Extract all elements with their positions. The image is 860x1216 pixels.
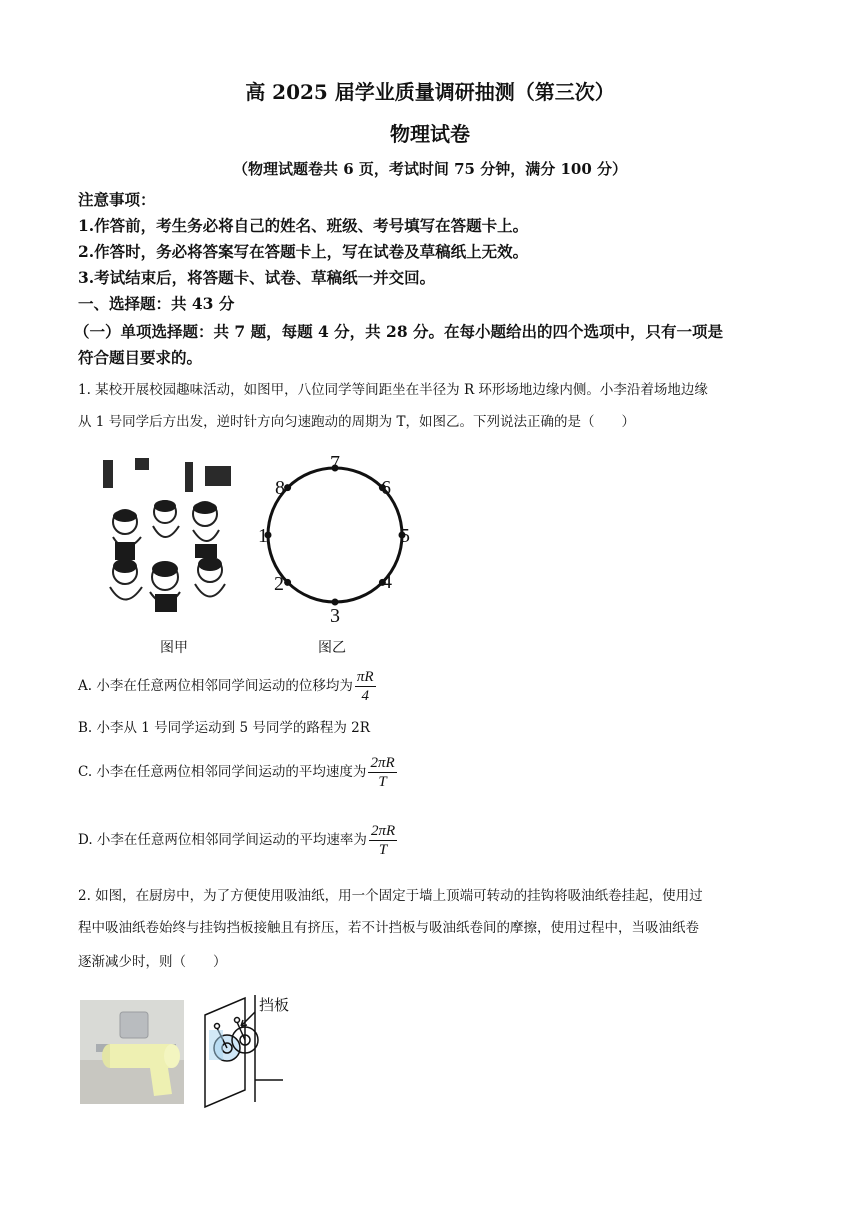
notice-item-1: 1.作答前，考生务必将自己的姓名、班级、考号填写在答题卡上。 bbox=[78, 216, 529, 235]
q1-stem-line2: 从 1 号同学后方出发，逆时针方向匀速跑动的周期为 T，如图乙。下列说法正确的是（ ） bbox=[78, 414, 635, 430]
q1-stem-line1: 1. 某校开展校园趣味活动，如图甲，八位同学等间距坐在半径为 R 环形场地边缘内侧。小李沿着场地边缘 bbox=[78, 382, 708, 398]
section-title: 一、选择题：共 43 分 bbox=[78, 294, 235, 313]
point-label-5: 5 bbox=[400, 525, 410, 547]
q1-figure-a-label: 图甲 bbox=[160, 640, 188, 656]
q1-option-d[interactable] bbox=[78, 822, 397, 859]
q1-option-b-text: B. 小李从 1 号同学运动到 5 号同学的路程为 2R bbox=[78, 720, 370, 736]
notice-item-3: 3.考试结束后，将答题卡、试卷、草稿纸一并交回。 bbox=[78, 268, 436, 287]
exam-subject: 物理试卷 bbox=[390, 122, 470, 146]
q2-photo-paper-roll bbox=[80, 1000, 184, 1104]
q2-stem-line1: 2. 如图，在厨房中，为了方便使用吸油纸，用一个固定于墙上顶端可转动的挂钩将吸油纸卷挂起，使用过 bbox=[78, 888, 703, 904]
q2-stem-line2: 程中吸油纸卷始终与挂钩挡板接触且有挤压，若不计挡板与吸油纸卷间的摩擦，使用过程中，当吸油纸卷 bbox=[78, 920, 699, 936]
point-label-7: 7 bbox=[330, 452, 340, 474]
exam-info: （物理试题卷共 6 页，考试时间 75 分钟，满分 100 分） bbox=[233, 160, 627, 178]
q1-option-a-text: A. 小李在任意两位相邻同学间运动的位移均为 bbox=[78, 678, 353, 694]
point-label-6: 6 bbox=[381, 477, 391, 499]
q1-option-d-fraction: $\frac{2\pi R}{T}$ bbox=[370, 823, 396, 858]
q1-option-c-fraction: $\frac{2\pi R}{T}$ bbox=[370, 755, 395, 790]
q1-option-c[interactable] bbox=[78, 754, 397, 791]
q2-stem-line3: 逐渐减少时，则（ ） bbox=[78, 954, 227, 970]
q1-figure-a-illustration bbox=[95, 452, 245, 617]
q1-option-c-text: C. 小李在任意两位相邻同学间运动的平均速度为 bbox=[78, 764, 367, 780]
q1-figure-b-circle bbox=[255, 452, 425, 622]
point-label-1: 1 bbox=[258, 525, 268, 547]
q2-schematic-diagram bbox=[195, 990, 310, 1110]
q1-option-b[interactable] bbox=[78, 716, 370, 736]
section-instructions-line2: 符合题目要求的。 bbox=[78, 348, 203, 367]
q1-option-d-text: D. 小李在任意两位相邻同学间运动的平均速率为 bbox=[78, 832, 367, 848]
notice-heading: 注意事项： bbox=[78, 190, 156, 209]
exam-title: 高 2025 届学业质量调研抽测（第三次） bbox=[245, 80, 615, 104]
notice-item-2: 2.作答时，务必将答案写在答题卡上，写在试卷及草稿纸上无效。 bbox=[78, 242, 529, 261]
section-instructions-line1: （一）单项选择题：共 7 题，每题 4 分，共 28 分。在每小题给出的四个选项中，只有一项是 bbox=[74, 322, 724, 341]
q1-figure-b-label: 图乙 bbox=[318, 640, 346, 656]
q2-baffle-label: 挡板 bbox=[259, 998, 290, 1014]
point-label-3: 3 bbox=[330, 605, 340, 622]
point-label-2: 2 bbox=[274, 573, 284, 595]
q1-option-a[interactable] bbox=[78, 668, 376, 705]
point-label-4: 4 bbox=[382, 571, 392, 593]
q1-option-a-fraction: $\frac{\pi R}{4}$ bbox=[356, 669, 374, 704]
point-label-8: 8 bbox=[275, 477, 285, 499]
